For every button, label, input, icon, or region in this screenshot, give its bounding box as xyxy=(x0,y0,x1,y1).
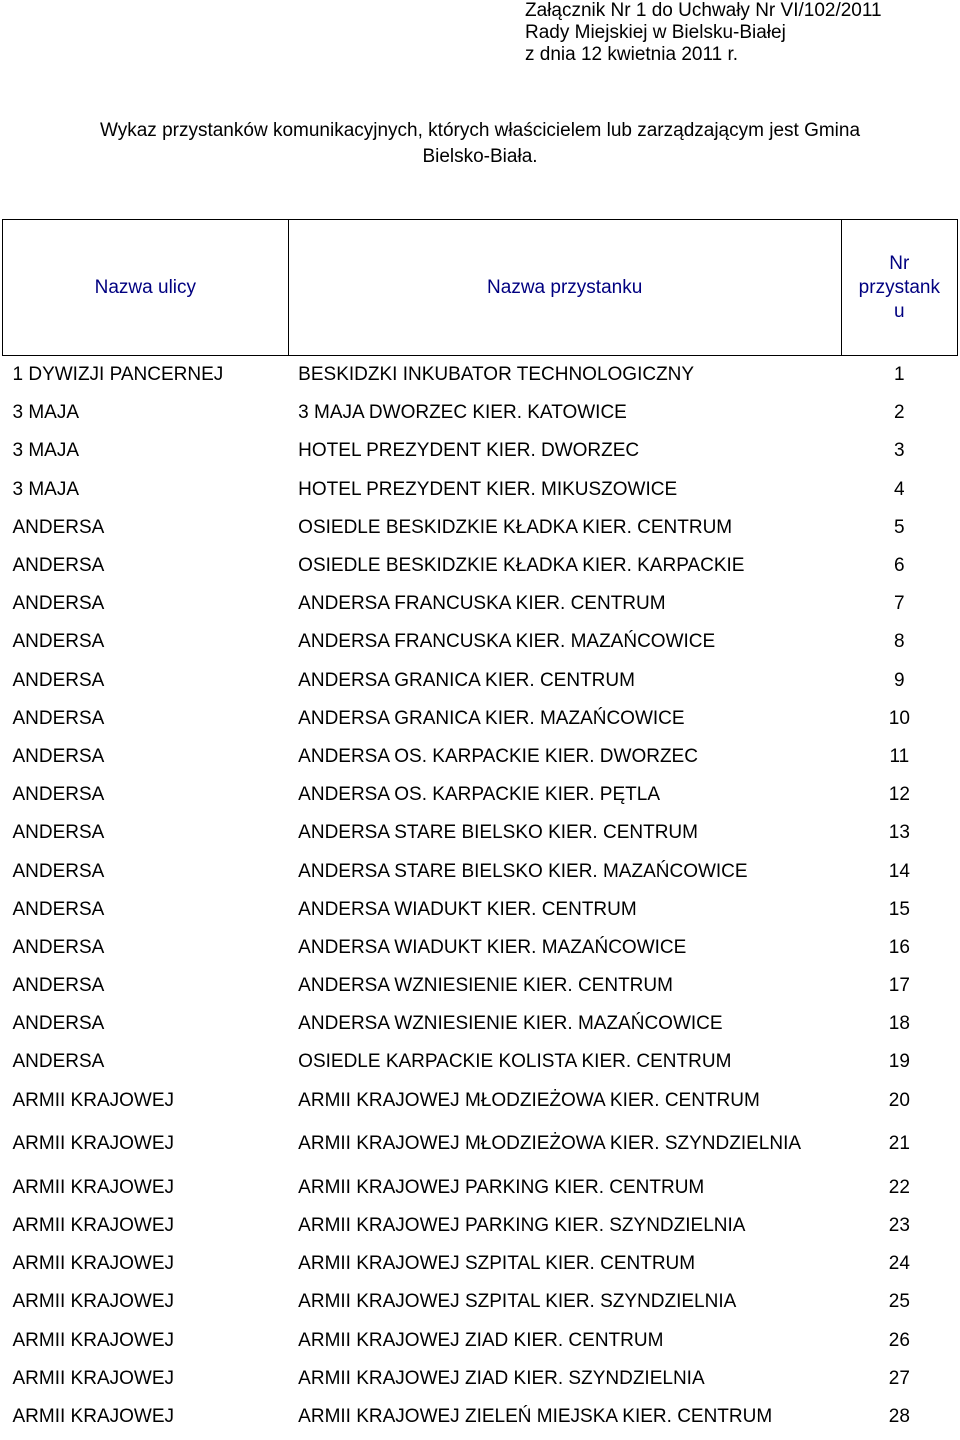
cell-stop-name: ARMII KRAJOWEJ ZIELEŃ MIEJSKA KIER. CENTRUM xyxy=(298,1405,773,1427)
table-row xyxy=(3,738,958,776)
cell-street-name: 3 MAJA xyxy=(12,478,80,500)
annex-note-line-3: z dnia 12 kwietnia 2011 r. xyxy=(525,44,739,65)
cell-stop-name: ANDERSA OS. KARPACKIE KIER. PĘTLA xyxy=(298,784,660,806)
cell-stop-number: 20 xyxy=(888,1089,910,1111)
cell-street-name: ANDERSA xyxy=(12,516,105,538)
cell-street-name: ANDERSA xyxy=(12,669,105,691)
cell-stop-name: ANDERSA GRANICA KIER. MAZAŃCOWICE xyxy=(298,707,685,729)
table-row xyxy=(3,929,958,967)
cell-stop-name: ANDERSA WIADUKT KIER. CENTRUM xyxy=(298,898,637,920)
annex-note-line-1: Załącznik Nr 1 do Uchwały Nr VI/102/2011 xyxy=(525,0,882,21)
cell-street-name: ARMII KRAJOWEJ xyxy=(12,1133,175,1155)
cell-stop-number: 5 xyxy=(894,516,905,538)
cell-stop-number: 12 xyxy=(888,784,910,806)
cell-stop-name: ANDERSA OS. KARPACKIE KIER. DWORZEC xyxy=(298,745,698,767)
cell-street-name: ANDERSA xyxy=(12,975,105,997)
cell-stop-number: 3 xyxy=(894,440,905,462)
cell-stop-number: 10 xyxy=(888,707,910,729)
table-row xyxy=(3,1245,958,1283)
table-row xyxy=(3,1082,958,1120)
cell-stop-number: 16 xyxy=(888,936,910,958)
cell-street-name: ARMII KRAJOWEJ xyxy=(12,1367,175,1389)
cell-street-name: ARMII KRAJOWEJ xyxy=(12,1405,175,1427)
cell-street-name: ANDERSA xyxy=(12,936,105,958)
table-row xyxy=(3,623,958,661)
document-title xyxy=(0,118,960,170)
table-row xyxy=(3,776,958,814)
cell-stop-number: 6 xyxy=(894,555,905,577)
cell-street-name: ARMII KRAJOWEJ xyxy=(12,1253,175,1275)
table-row xyxy=(3,1322,958,1360)
cell-stop-name: HOTEL PREZYDENT KIER. DWORZEC xyxy=(298,440,640,462)
cell-stop-name: ANDERSA WZNIESIENIE KIER. CENTRUM xyxy=(298,975,673,997)
cell-street-name: ANDERSA xyxy=(12,555,105,577)
cell-stop-name: ARMII KRAJOWEJ SZPITAL KIER. CENTRUM xyxy=(298,1253,696,1275)
cell-stop-number: 11 xyxy=(889,745,910,767)
header-stop-number xyxy=(841,220,957,356)
cell-street-name: ARMII KRAJOWEJ xyxy=(12,1329,175,1351)
cell-stop-number: 17 xyxy=(888,975,910,997)
cell-stop-name: ANDERSA FRANCUSKA KIER. CENTRUM xyxy=(298,593,666,615)
cell-stop-name: ARMII KRAJOWEJ MŁODZIEŻOWA KIER. CENTRUM xyxy=(298,1089,760,1111)
header-stop-number-line-2: przystank xyxy=(858,276,940,298)
header-stop-number-line-1: Nr xyxy=(889,252,910,274)
cell-stop-name: ANDERSA WIADUKT KIER. MAZAŃCOWICE xyxy=(298,936,687,958)
cell-stop-name: ANDERSA FRANCUSKA KIER. MAZAŃCOWICE xyxy=(298,631,716,653)
table-body xyxy=(3,356,958,1437)
cell-street-name: ANDERSA xyxy=(12,631,105,653)
cell-street-name: ANDERSA xyxy=(12,745,105,767)
table-row xyxy=(3,547,958,585)
cell-stop-number: 26 xyxy=(888,1329,910,1351)
cell-stop-number: 28 xyxy=(888,1405,910,1427)
table-row xyxy=(3,1207,958,1245)
cell-street-name: ANDERSA xyxy=(12,1013,105,1035)
cell-stop-number: 1 xyxy=(894,364,905,386)
cell-stop-number: 22 xyxy=(888,1176,910,1198)
cell-stop-number: 18 xyxy=(888,1013,910,1035)
table-row xyxy=(3,585,958,623)
header-street-name: Nazwa ulicy xyxy=(3,220,289,356)
cell-stop-number: 8 xyxy=(894,631,905,653)
cell-stop-name: ARMII KRAJOWEJ PARKING KIER. SZYNDZIELNIA xyxy=(298,1215,746,1237)
cell-street-name: ARMII KRAJOWEJ xyxy=(12,1089,175,1111)
bus-stops-table xyxy=(2,219,958,1436)
document-title-line-2: Bielsko-Biała. xyxy=(422,146,538,167)
cell-stop-name: ARMII KRAJOWEJ MŁODZIEŻOWA KIER. SZYNDZIELNIA xyxy=(298,1133,802,1155)
cell-street-name: ANDERSA xyxy=(12,822,105,844)
document-title-line-1: Wykaz przystanków komunikacyjnych, których właścicielem lub zarządzającym jest Gmina xyxy=(99,120,861,141)
cell-stop-number: 4 xyxy=(894,478,905,500)
table-row xyxy=(3,700,958,738)
table-row xyxy=(3,891,958,929)
table-row xyxy=(3,1398,958,1436)
cell-stop-number: 9 xyxy=(894,669,905,691)
cell-stop-number: 21 xyxy=(888,1133,910,1155)
annex-note xyxy=(525,0,882,66)
table-row xyxy=(3,967,958,1005)
cell-street-name: ANDERSA xyxy=(12,898,105,920)
cell-stop-name: OSIEDLE BESKIDZKIE KŁADKA KIER. CENTRUM xyxy=(298,516,733,538)
cell-stop-number: 15 xyxy=(888,898,910,920)
cell-stop-name: HOTEL PREZYDENT KIER. MIKUSZOWICE xyxy=(298,478,678,500)
cell-street-name: ANDERSA xyxy=(12,1051,105,1073)
cell-stop-name: ARMII KRAJOWEJ SZPITAL KIER. SZYNDZIELNIA xyxy=(298,1291,737,1313)
cell-street-name: ANDERSA xyxy=(12,593,105,615)
cell-stop-number: 13 xyxy=(888,822,910,844)
cell-stop-name: OSIEDLE BESKIDZKIE KŁADKA KIER. KARPACKIE xyxy=(298,555,745,577)
table-row xyxy=(3,1043,958,1081)
cell-stop-number: 14 xyxy=(888,860,910,882)
cell-stop-name: ANDERSA STARE BIELSKO KIER. CENTRUM xyxy=(298,822,698,844)
table-row xyxy=(3,1283,958,1321)
table-row xyxy=(3,1360,958,1398)
cell-stop-name: BESKIDZKI INKUBATOR TECHNOLOGICZNY xyxy=(298,364,695,386)
cell-street-name: 3 MAJA xyxy=(12,440,80,462)
cell-stop-number: 23 xyxy=(888,1215,910,1237)
table-row xyxy=(3,1120,958,1169)
cell-stop-number: 7 xyxy=(894,593,905,615)
cell-stop-number: 2 xyxy=(894,402,905,424)
cell-street-name: ANDERSA xyxy=(12,784,105,806)
header-stop-number-line-3: u xyxy=(894,300,905,322)
table-row xyxy=(3,1005,958,1043)
cell-stop-name: OSIEDLE KARPACKIE KOLISTA KIER. CENTRUM xyxy=(298,1051,732,1073)
annex-note-line-2: Rady Miejskiej w Bielsku-Białej xyxy=(525,22,786,43)
cell-stop-number: 24 xyxy=(888,1253,910,1275)
table-row xyxy=(3,471,958,509)
table-header-row xyxy=(3,220,958,356)
table-row xyxy=(3,356,958,395)
cell-stop-name: ARMII KRAJOWEJ ZIAD KIER. CENTRUM xyxy=(298,1329,664,1351)
table-row xyxy=(3,509,958,547)
cell-street-name: ARMII KRAJOWEJ xyxy=(12,1215,175,1237)
table-row xyxy=(3,662,958,700)
cell-street-name: ARMII KRAJOWEJ xyxy=(12,1291,175,1313)
table-row xyxy=(3,394,958,432)
cell-street-name: ARMII KRAJOWEJ xyxy=(12,1176,175,1198)
table-row xyxy=(3,852,958,890)
cell-stop-name: 3 MAJA DWORZEC KIER. KATOWICE xyxy=(298,402,627,424)
table-row xyxy=(3,1169,958,1207)
cell-street-name: ANDERSA xyxy=(12,707,105,729)
cell-street-name: 3 MAJA xyxy=(12,402,80,424)
cell-stop-number: 25 xyxy=(888,1291,910,1313)
cell-street-name: ANDERSA xyxy=(12,860,105,882)
cell-stop-name: ARMII KRAJOWEJ ZIAD KIER. SZYNDZIELNIA xyxy=(298,1367,705,1389)
table-row xyxy=(3,814,958,852)
cell-stop-number: 27 xyxy=(888,1367,910,1389)
table-row xyxy=(3,432,958,470)
header-stop-name: Nazwa przystanku xyxy=(288,220,841,356)
cell-stop-name: ANDERSA GRANICA KIER. CENTRUM xyxy=(298,669,635,691)
cell-stop-name: ARMII KRAJOWEJ PARKING KIER. CENTRUM xyxy=(298,1176,705,1198)
cell-stop-name: ANDERSA WZNIESIENIE KIER. MAZAŃCOWICE xyxy=(298,1013,723,1035)
cell-stop-number: 19 xyxy=(888,1051,910,1073)
cell-stop-name: ANDERSA STARE BIELSKO KIER. MAZAŃCOWICE xyxy=(298,860,748,882)
cell-street-name: 1 DYWIZJI PANCERNEJ xyxy=(12,364,224,386)
